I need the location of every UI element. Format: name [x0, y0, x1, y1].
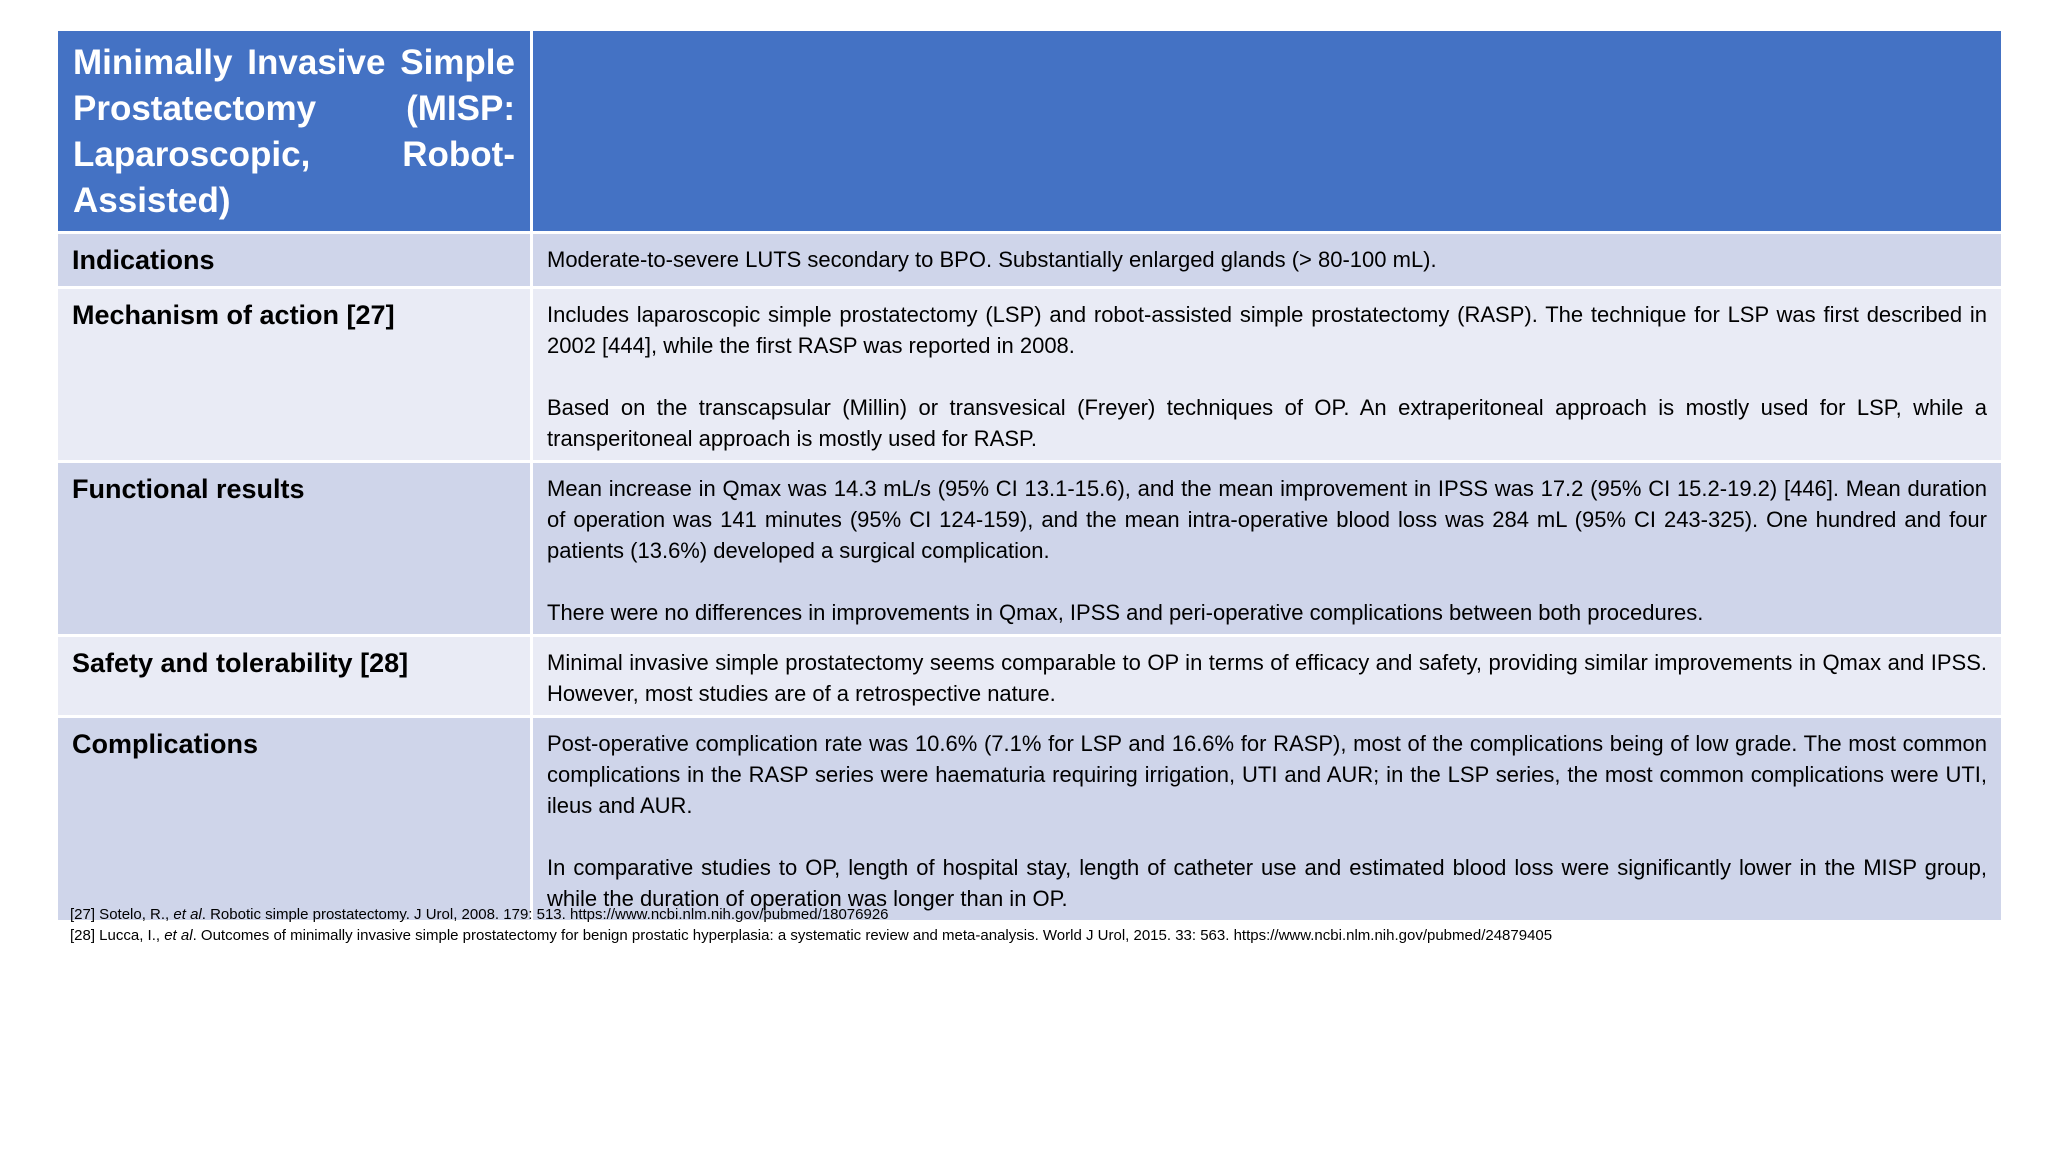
- row-content: [532, 636, 2003, 717]
- reference-text: . Robotic simple prostatectomy. J Urol, 2008. 179: 513. https://www.ncbi.nlm.nih.gov/pubmed/18076926: [201, 906, 889, 923]
- table-row-functional-results: [57, 462, 2003, 636]
- table-title: Minimally Invasive Simple Prostatectomy (MISP: Laparoscopic, Robot-Assisted): [73, 43, 515, 220]
- table-row-mechanism: [57, 288, 2003, 462]
- reference-28: [70, 925, 1970, 946]
- references: [70, 904, 1970, 946]
- row-paragraph: In comparative studies to OP, length of hospital stay, length of catheter use and estimated blood loss were significantly lower in the MISP group, while the duration of operation was longer than in OP.: [547, 855, 1987, 911]
- row-label: Indications: [57, 233, 532, 288]
- row-paragraph: Minimal invasive simple prostatectomy seems comparable to OP in terms of efficacy and safety, providing similar improvements in Qmax and IPSS. However, most studies are of a retrospective nature.: [547, 650, 1987, 706]
- row-paragraph: Moderate-to-severe LUTS secondary to BPO. Substantially enlarged glands (> 80-100 mL).: [547, 247, 1437, 272]
- misp-summary-table: [55, 28, 2004, 923]
- table-title-cell: [57, 30, 532, 233]
- row-content: [532, 288, 2003, 462]
- reference-27: [70, 904, 1970, 925]
- row-paragraph: There were no differences in improvements in Qmax, IPSS and peri-operative complications between both procedures.: [547, 600, 1704, 625]
- reference-text: [28] Lucca, I.,: [70, 927, 165, 944]
- row-content: [532, 233, 2003, 288]
- row-paragraph: Based on the transcapsular (Millin) or transvesical (Freyer) techniques of OP. An extraperitoneal approach is mostly used for LSP, while a transperitoneal approach is mostly used for RASP.: [547, 395, 1987, 451]
- row-content: [532, 717, 2003, 922]
- reference-etal: et al: [164, 927, 193, 944]
- row-label: Complications: [57, 717, 532, 922]
- row-paragraph: Mean increase in Qmax was 14.3 mL/s (95% CI 13.1-15.6), and the mean improvement in IPSS was 17.2 (95% CI 15.2-19.2) [446]. Mean duration of operation was 141 minutes (95% CI 124-159), and the mean intra-operative blood loss was 284 mL (95% CI 243-325). One hundred and four patients (13.6%) developed a surgical complication.: [547, 476, 1987, 563]
- row-label: Functional results: [57, 462, 532, 636]
- table-row-indications: [57, 233, 2003, 288]
- table-header-row: [57, 30, 2003, 233]
- table-header-right-cell: [532, 30, 2003, 233]
- reference-text: [27] Sotelo, R.,: [70, 906, 174, 923]
- row-paragraph: Includes laparoscopic simple prostatectomy (LSP) and robot-assisted simple prostatectomy (RASP). The technique for LSP was first described in 2002 [444], while the first RASP was reported in 2008.: [547, 302, 1987, 358]
- row-label: Safety and tolerability [28]: [57, 636, 532, 717]
- row-paragraph: Post-operative complication rate was 10.6% (7.1% for LSP and 16.6% for RASP), most of the complications being of low grade. The most common complications in the RASP series were haematuria requiring irrigation, UTI and AUR; in the LSP series, the most common complications were UTI, ileus and AUR.: [547, 731, 1987, 818]
- reference-etal: et al: [173, 906, 202, 923]
- table-row-complications: [57, 717, 2003, 922]
- table-row-safety: [57, 636, 2003, 717]
- row-label: Mechanism of action [27]: [57, 288, 532, 462]
- row-content: [532, 462, 2003, 636]
- reference-text: . Outcomes of minimally invasive simple prostatectomy for benign prostatic hyperplasia: a systematic review and meta-analysis. World J Urol, 2015. 33: 563. https://www.ncbi.nlm.nih.gov/pubmed/24879405: [192, 927, 1553, 944]
